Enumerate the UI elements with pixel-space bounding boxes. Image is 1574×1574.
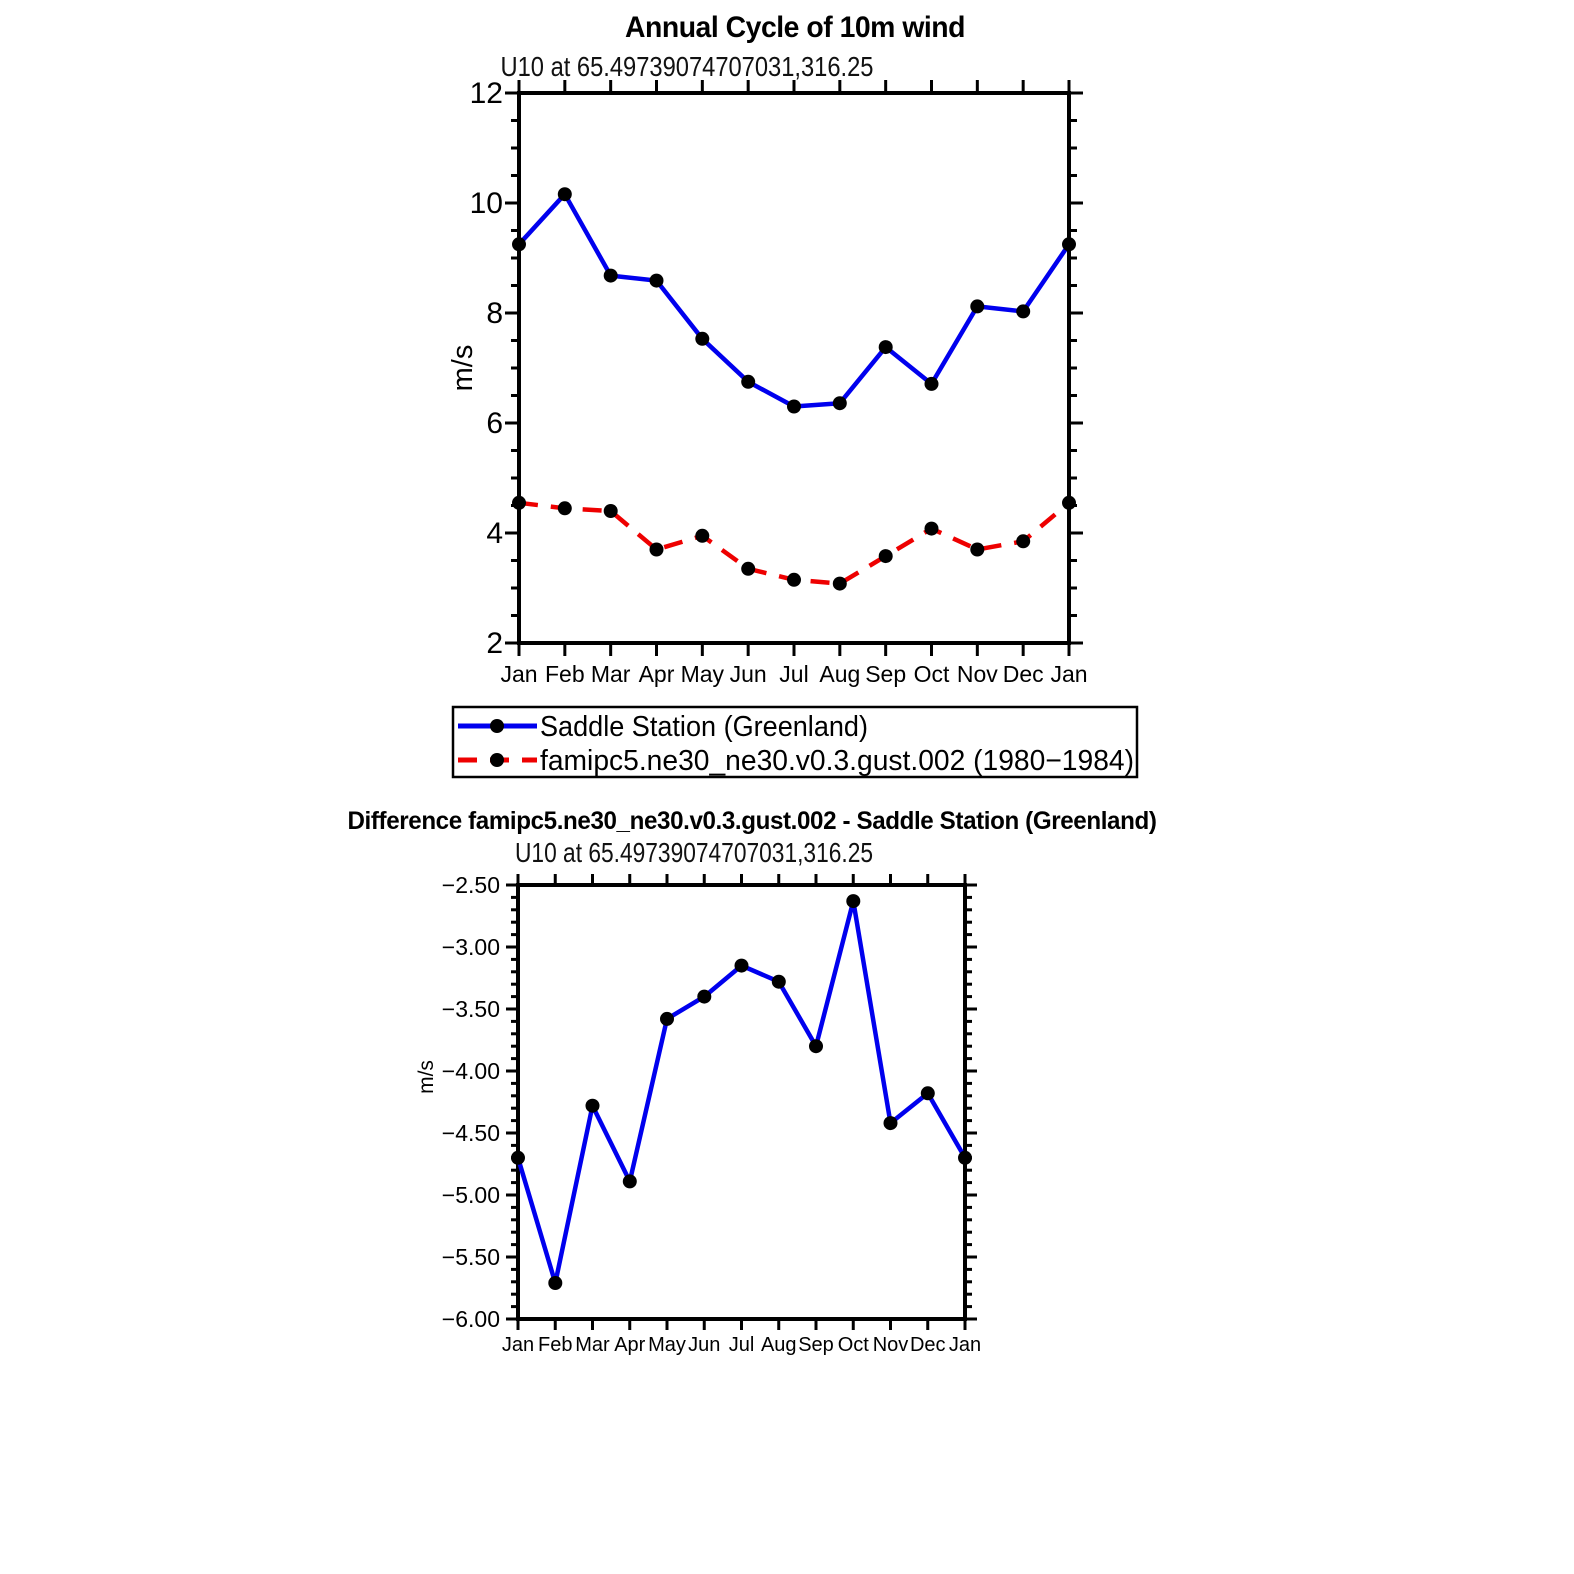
- series-line-1: [519, 503, 1069, 584]
- x-tick-label: Sep: [865, 661, 907, 687]
- data-point-marker: [604, 504, 618, 518]
- data-point-marker: [1062, 237, 1076, 251]
- top-chart-y-axis-label: m/s: [447, 344, 479, 392]
- x-tick-label: Jan: [948, 1334, 982, 1356]
- data-point-marker: [741, 562, 755, 576]
- data-point-marker: [1016, 534, 1030, 548]
- data-point-marker: [695, 529, 709, 543]
- y-tick-label: −6.00: [441, 1306, 500, 1332]
- data-point-marker: [511, 1151, 525, 1165]
- legend-label-model-run: famipc5.ne30_ne30.v0.3.gust.002 (1980−1984): [540, 745, 1134, 777]
- y-tick-label: 10: [469, 187, 503, 220]
- x-tick-label: Mar: [590, 661, 631, 687]
- x-tick-label: Jun: [688, 1334, 721, 1356]
- data-point-marker: [970, 543, 984, 557]
- x-tick-label: Jan: [1050, 661, 1088, 687]
- data-point-marker: [884, 1116, 898, 1130]
- x-tick-label: Jul: [779, 661, 809, 687]
- series-line-0: [519, 194, 1069, 406]
- y-tick-label: 2: [486, 627, 503, 660]
- top-chart-subtitle: U10 at 65.49739074707031,316.25: [500, 51, 874, 82]
- x-tick-label: Oct: [837, 1334, 869, 1356]
- data-point-marker: [970, 299, 984, 313]
- x-tick-label: Jan: [500, 661, 538, 687]
- data-point-marker: [695, 332, 709, 346]
- data-point-marker: [548, 1276, 562, 1290]
- top-chart-title: Annual Cycle of 10m wind: [625, 11, 965, 44]
- x-tick-label: Dec: [1002, 661, 1044, 687]
- bottom-chart-title: Difference famipc5.ne30_ne30.v0.3.gust.002 - Saddle Station (Greenland): [347, 807, 1157, 835]
- data-point-marker: [660, 1012, 674, 1026]
- data-point-marker: [1016, 304, 1030, 318]
- x-tick-label: Feb: [538, 1334, 573, 1356]
- data-point-marker: [958, 1151, 972, 1165]
- data-point-marker: [833, 577, 847, 591]
- y-tick-label: −5.00: [441, 1182, 500, 1208]
- data-point-marker: [921, 1086, 935, 1100]
- x-tick-label: May: [648, 1334, 686, 1356]
- y-tick-label: 12: [469, 77, 503, 110]
- y-tick-label: 8: [486, 297, 503, 330]
- data-point-marker: [586, 1099, 600, 1113]
- x-tick-label: Apr: [614, 1334, 646, 1356]
- data-point-marker: [558, 187, 572, 201]
- data-point-marker: [623, 1174, 637, 1188]
- data-point-marker: [772, 975, 786, 989]
- data-point-marker: [650, 274, 664, 288]
- legend-marker-sample-1: [490, 719, 504, 733]
- bottom-chart-subtitle: U10 at 65.49739074707031,316.25: [515, 837, 873, 868]
- data-point-marker: [787, 400, 801, 414]
- x-tick-label: Dec: [909, 1334, 946, 1356]
- y-tick-label: 6: [486, 407, 503, 440]
- y-tick-label: −5.50: [441, 1244, 500, 1270]
- data-point-marker: [879, 340, 893, 354]
- top-chart: [470, 77, 1088, 687]
- y-tick-label: 4: [486, 517, 503, 550]
- data-point-marker: [735, 959, 749, 973]
- data-point-marker: [925, 377, 939, 391]
- x-tick-label: Jul: [728, 1334, 755, 1356]
- y-tick-label: −3.00: [441, 934, 500, 960]
- plot-frame: [518, 885, 965, 1319]
- data-point-marker: [650, 543, 664, 557]
- x-tick-label: Jan: [501, 1334, 535, 1356]
- x-tick-label: Apr: [638, 661, 675, 687]
- x-tick-label: Nov: [872, 1334, 909, 1356]
- legend: [453, 707, 1137, 777]
- x-tick-label: Jun: [729, 661, 767, 687]
- y-tick-label: −4.00: [441, 1058, 500, 1084]
- y-tick-label: −3.50: [441, 996, 500, 1022]
- bottom-chart: [442, 872, 981, 1356]
- data-point-marker: [1062, 496, 1076, 510]
- plot-frame: [519, 93, 1069, 643]
- data-point-marker: [604, 269, 618, 283]
- series-line-0: [518, 901, 965, 1283]
- x-tick-label: Aug: [819, 661, 861, 687]
- legend-label-saddle-station: Saddle Station (Greenland): [540, 711, 868, 743]
- data-point-marker: [787, 573, 801, 587]
- data-point-marker: [925, 522, 939, 536]
- data-point-marker: [512, 237, 526, 251]
- data-point-marker: [846, 894, 860, 908]
- data-point-marker: [741, 375, 755, 389]
- x-tick-label: Nov: [956, 661, 998, 687]
- x-tick-label: Mar: [575, 1334, 610, 1356]
- data-point-marker: [879, 549, 893, 563]
- legend-marker-sample-2: [490, 753, 504, 767]
- x-tick-label: Feb: [545, 661, 585, 687]
- bottom-chart-y-axis-label: m/s: [415, 1060, 438, 1094]
- data-point-marker: [833, 396, 847, 410]
- data-point-marker: [558, 501, 572, 515]
- data-point-marker: [512, 496, 526, 510]
- y-tick-label: −2.50: [441, 872, 500, 898]
- x-tick-label: Aug: [760, 1334, 797, 1356]
- data-point-marker: [697, 990, 711, 1004]
- x-tick-label: May: [680, 661, 725, 687]
- x-tick-label: Sep: [798, 1334, 834, 1356]
- x-tick-label: Oct: [913, 661, 950, 687]
- data-point-marker: [809, 1039, 823, 1053]
- y-tick-label: −4.50: [441, 1120, 500, 1146]
